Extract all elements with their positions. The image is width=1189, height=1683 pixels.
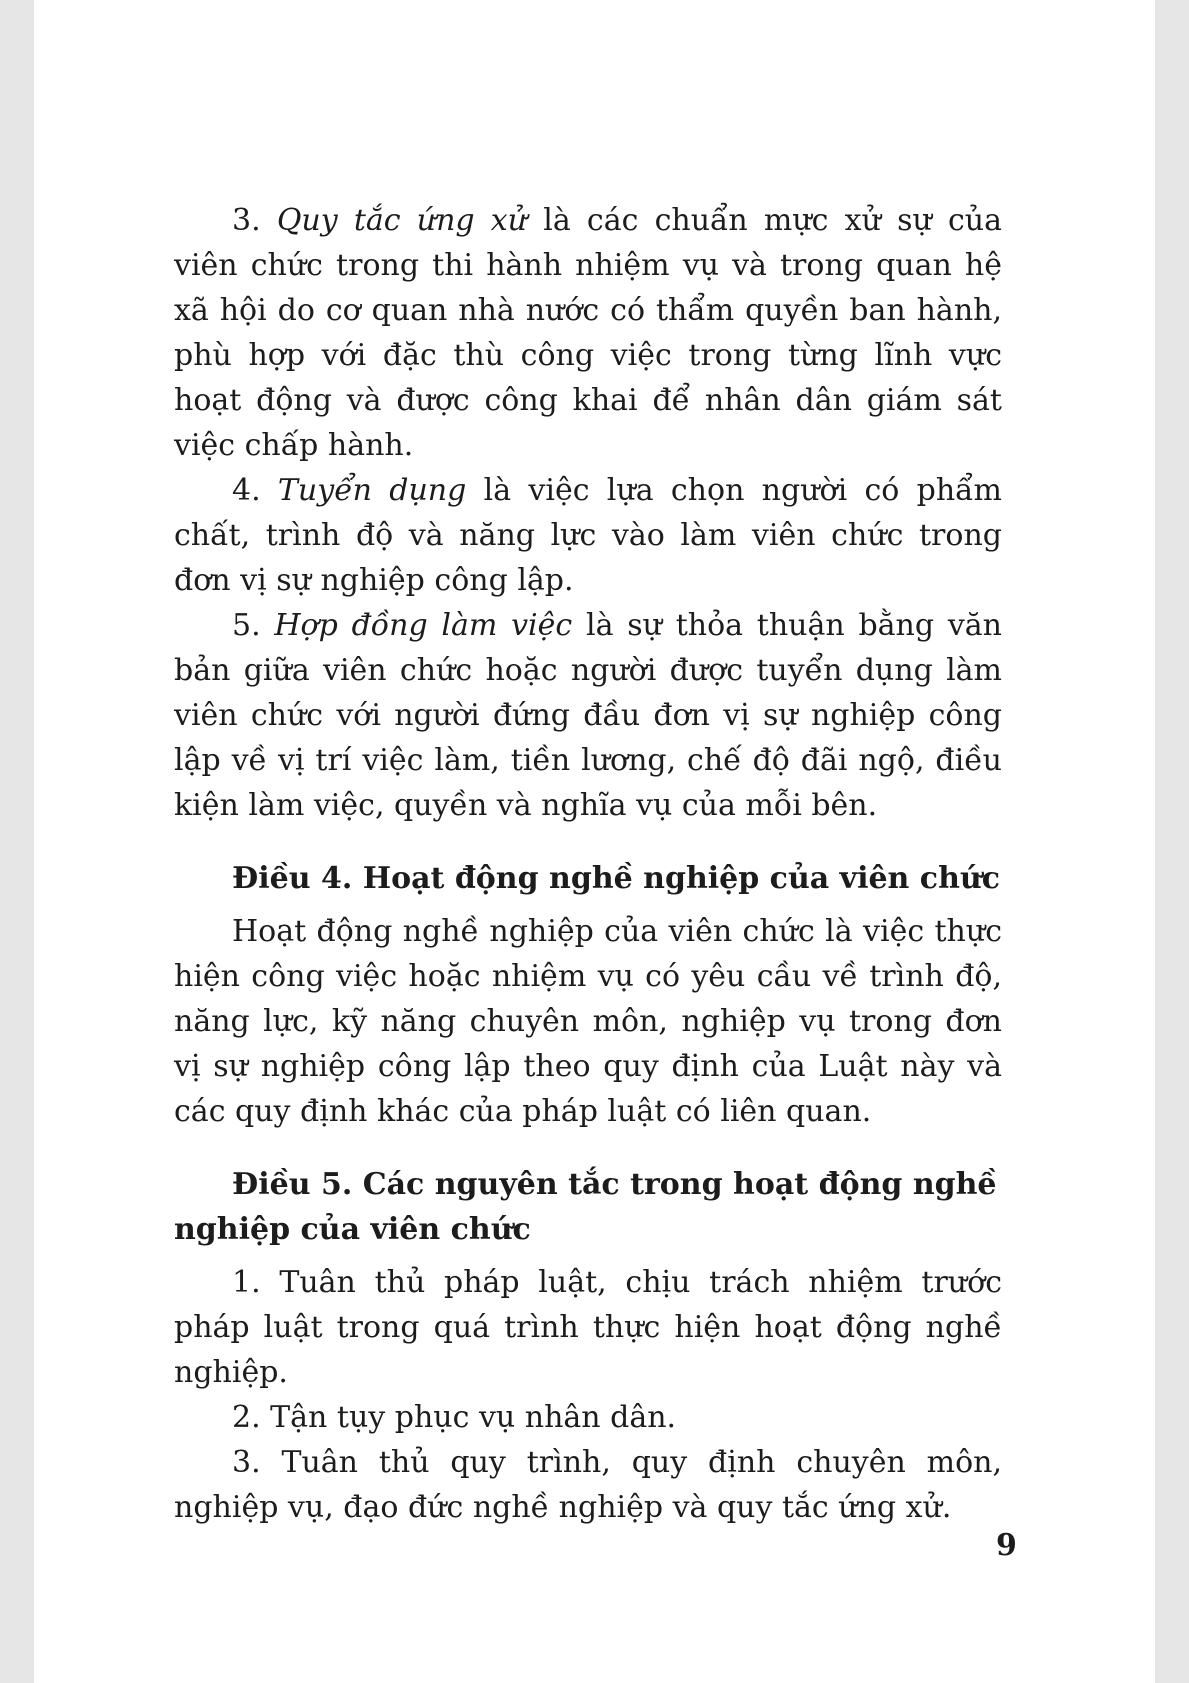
item-number: 3. [232, 203, 261, 238]
definition-text: là sự thỏa thuận bằng văn bản giữa viên chức hoặc người được tuyển dụng làm viên chức với người đứng đầu đơn vị sự nghiệp công lập về vị trí việc làm, tiền lương, chế độ đãi ngộ, điều kiện làm việc, quyền và nghĩa vụ của mỗi bên. [174, 608, 1002, 823]
item-number: 4. [232, 473, 261, 508]
item-number: 5. [232, 608, 261, 643]
definition-paragraph-5 [174, 603, 1002, 828]
article-4-heading: Điều 4. Hoạt động nghề nghiệp của viên chức [232, 861, 1000, 896]
defined-term: Quy tắc ứng xử [276, 203, 528, 238]
article-4-body: Hoạt động nghề nghiệp của viên chức là việc thực hiện công việc hoặc nhiệm vụ có yêu cầu về trình độ, năng lực, kỹ năng chuyên môn, nghiệp vụ trong đơn vị sự nghiệp công lập theo quy định của Luật này và các quy định khác của pháp luật có liên quan. [174, 914, 1002, 1129]
page-content [174, 198, 1002, 1530]
article-5-item-3: 3. Tuân thủ quy trình, quy định chuyên môn, nghiệp vụ, đạo đức nghề nghiệp và quy tắc ứng xử. [174, 1445, 1002, 1525]
document-page [34, 0, 1155, 1683]
page-number: 9 [996, 1528, 1017, 1563]
definition-text: là các chuẩn mực xử sự của viên chức trong thi hành nhiệm vụ và trong quan hệ xã hội do cơ quan nhà nước có thẩm quyền ban hành, phù hợp với đặc thù công việc trong từng lĩnh vực hoạt động và được công khai để nhân dân giám sát việc chấp hành. [174, 203, 1002, 463]
definition-paragraph-3 [174, 198, 1002, 468]
defined-term: Tuyển dụng [277, 473, 467, 508]
definition-paragraph-4 [174, 468, 1002, 603]
defined-term: Hợp đồng làm việc [274, 608, 573, 643]
article-5-item-1: 1. Tuân thủ pháp luật, chịu trách nhiệm trước pháp luật trong quá trình thực hiện hoạt động nghề nghiệp. [174, 1265, 1002, 1390]
article-5-heading: Điều 5. Các nguyên tắc trong hoạt động nghề nghiệp của viên chức [174, 1167, 997, 1247]
definition-text: là việc lựa chọn người có phẩm chất, trình độ và năng lực vào làm viên chức trong đơn vị sự nghiệp công lập. [174, 473, 1002, 598]
article-5-item-2: 2. Tận tụy phục vụ nhân dân. [232, 1400, 677, 1435]
